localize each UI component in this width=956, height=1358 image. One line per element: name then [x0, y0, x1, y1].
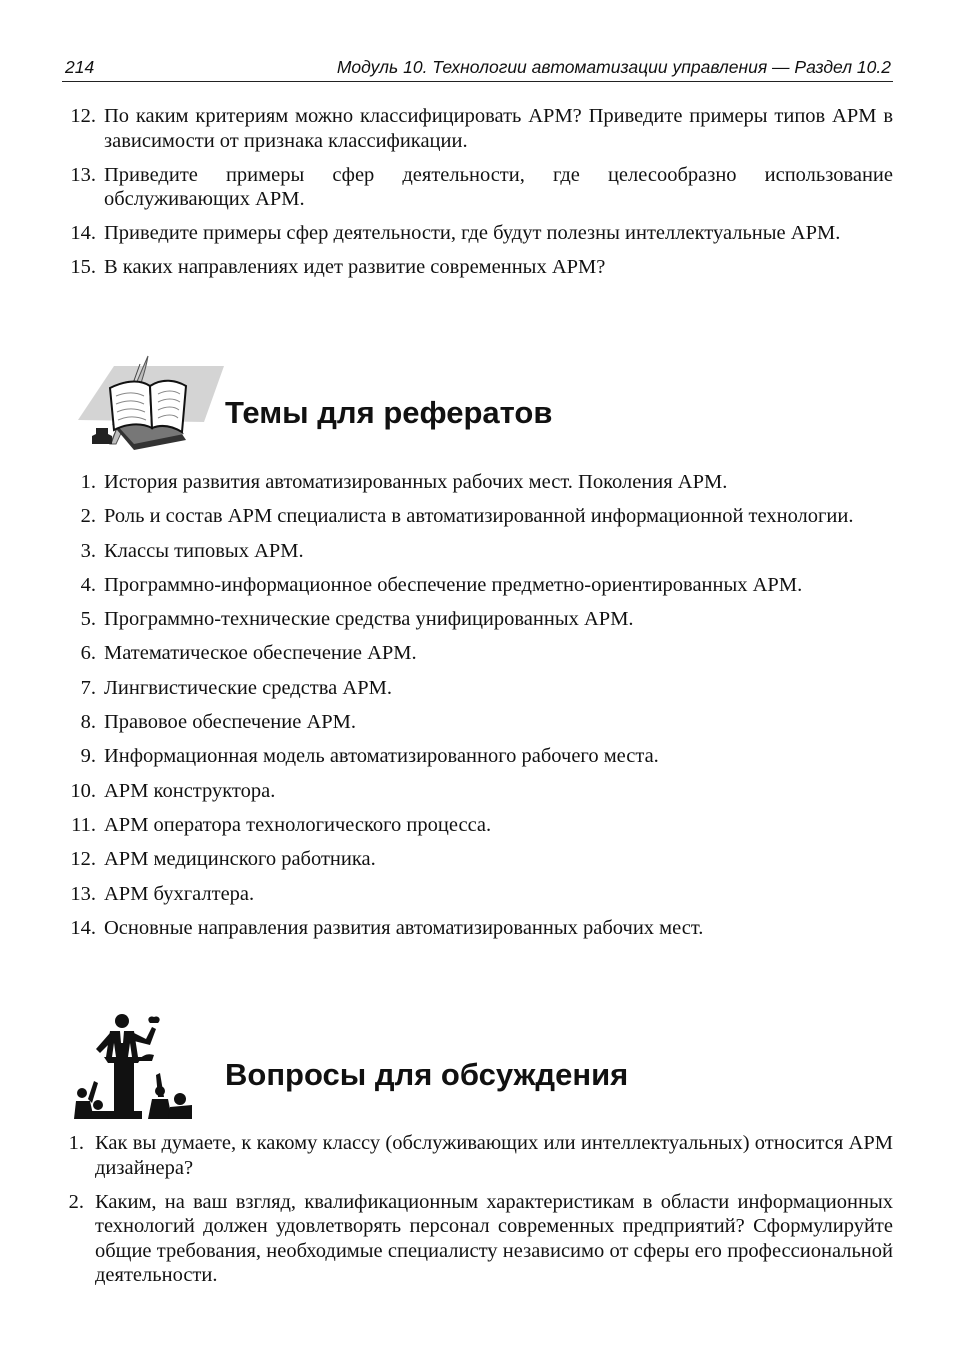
speaker-audience-icon [74, 1013, 192, 1121]
topic-item [62, 916, 893, 941]
item-text: Каким, на ваш взгляд, квалификационным характеристикам в области информационных технологий должен удовлетворять персонал современных предприятий? Сформулируйте общие требования, необходимые специалисту независимо от сферы его профессиональной деятельности. [95, 1190, 893, 1286]
topic-item [62, 779, 893, 804]
item-number: 13. [70, 882, 96, 905]
item-number: 1. [68, 1132, 84, 1154]
item-text: Классы типовых АРМ. [104, 539, 304, 562]
discussion-questions-list [62, 1131, 893, 1297]
essay-topics-list [62, 470, 893, 950]
topic-item [62, 710, 893, 735]
item-number: 5. [80, 608, 96, 631]
item-text: Основные направления развития автоматизированных рабочих мест. [104, 916, 704, 939]
question-item [62, 255, 893, 280]
item-text: Роль и состав АРМ специалиста в автоматизированной информационной технологии. [104, 505, 854, 528]
discussion-item [62, 1131, 893, 1180]
item-number: 11. [71, 813, 96, 836]
item-text: АРМ бухгалтера. [104, 882, 255, 905]
question-item [62, 163, 893, 212]
item-number: 2. [68, 1190, 84, 1213]
item-number: 14. [70, 222, 96, 244]
topic-item [62, 470, 893, 495]
item-text: АРМ конструктора. [104, 779, 276, 802]
item-number: 4. [80, 573, 96, 596]
item-number: 9. [80, 745, 96, 768]
item-text: Информационная модель автоматизированного рабочего места. [104, 745, 659, 768]
item-text: По каким критериям можно классифицировать АРМ? Приведите примеры типов АРМ в зависимости от признака классификации. [104, 105, 893, 152]
book-quill-icon [74, 352, 224, 452]
item-number: 6. [80, 642, 96, 665]
running-title: Модуль 10. Технологии автоматизации управления — Раздел 10.2 [336, 57, 891, 77]
item-number: 3. [80, 539, 96, 562]
topic-item [62, 676, 893, 701]
topic-item [62, 641, 893, 666]
discussion-heading: Вопросы для обсуждения [225, 1057, 629, 1092]
item-text: Лингвистические средства АРМ. [104, 676, 392, 699]
item-number: 2. [80, 505, 96, 528]
page-header [62, 55, 893, 82]
review-questions-list [62, 104, 893, 289]
topics-heading: Темы для рефератов [225, 395, 553, 430]
question-item [62, 221, 893, 246]
question-item [62, 104, 893, 153]
item-text: История развития автоматизированных рабочих мест. Поколения АРМ. [104, 471, 728, 493]
item-text: Программно-технические средства унифицированных АРМ. [104, 608, 634, 631]
item-number: 13. [70, 163, 96, 186]
item-text: Правовое обеспечение АРМ. [104, 711, 357, 734]
item-text: Приведите примеры сфер деятельности, где целесообразно использование обслуживающих АРМ. [104, 163, 893, 210]
item-text: Приведите примеры сфер деятельности, где будут полезны интеллектуальные АРМ. [104, 222, 841, 244]
page-number: 214 [65, 57, 95, 77]
item-text: Программно-информационное обеспечение предметно-ориентированных АРМ. [104, 573, 803, 596]
discussion-item [62, 1190, 893, 1288]
item-text: АРМ медицинского работника. [104, 848, 376, 871]
item-number: 15. [70, 256, 96, 278]
topic-item [62, 813, 893, 838]
topic-item [62, 847, 893, 872]
item-number: 14. [70, 916, 96, 939]
item-number: 12. [70, 105, 96, 127]
topic-item [62, 882, 893, 907]
item-number: 12. [70, 848, 96, 871]
item-number: 1. [80, 471, 96, 493]
item-number: 7. [80, 676, 96, 699]
item-number: 10. [70, 779, 96, 802]
topic-item [62, 607, 893, 632]
item-text: АРМ оператора технологического процесса. [104, 813, 492, 836]
topic-item [62, 744, 893, 769]
item-text: В каких направлениях идет развитие современных АРМ? [104, 256, 606, 278]
topic-item [62, 573, 893, 598]
item-text: Математическое обеспечение АРМ. [104, 642, 417, 665]
item-number: 8. [80, 711, 96, 734]
topic-item [62, 504, 893, 529]
item-text: Как вы думаете, к какому классу (обслуживающих или интеллектуальных) относится АРМ дизайнера? [95, 1132, 893, 1179]
topic-item [62, 539, 893, 564]
